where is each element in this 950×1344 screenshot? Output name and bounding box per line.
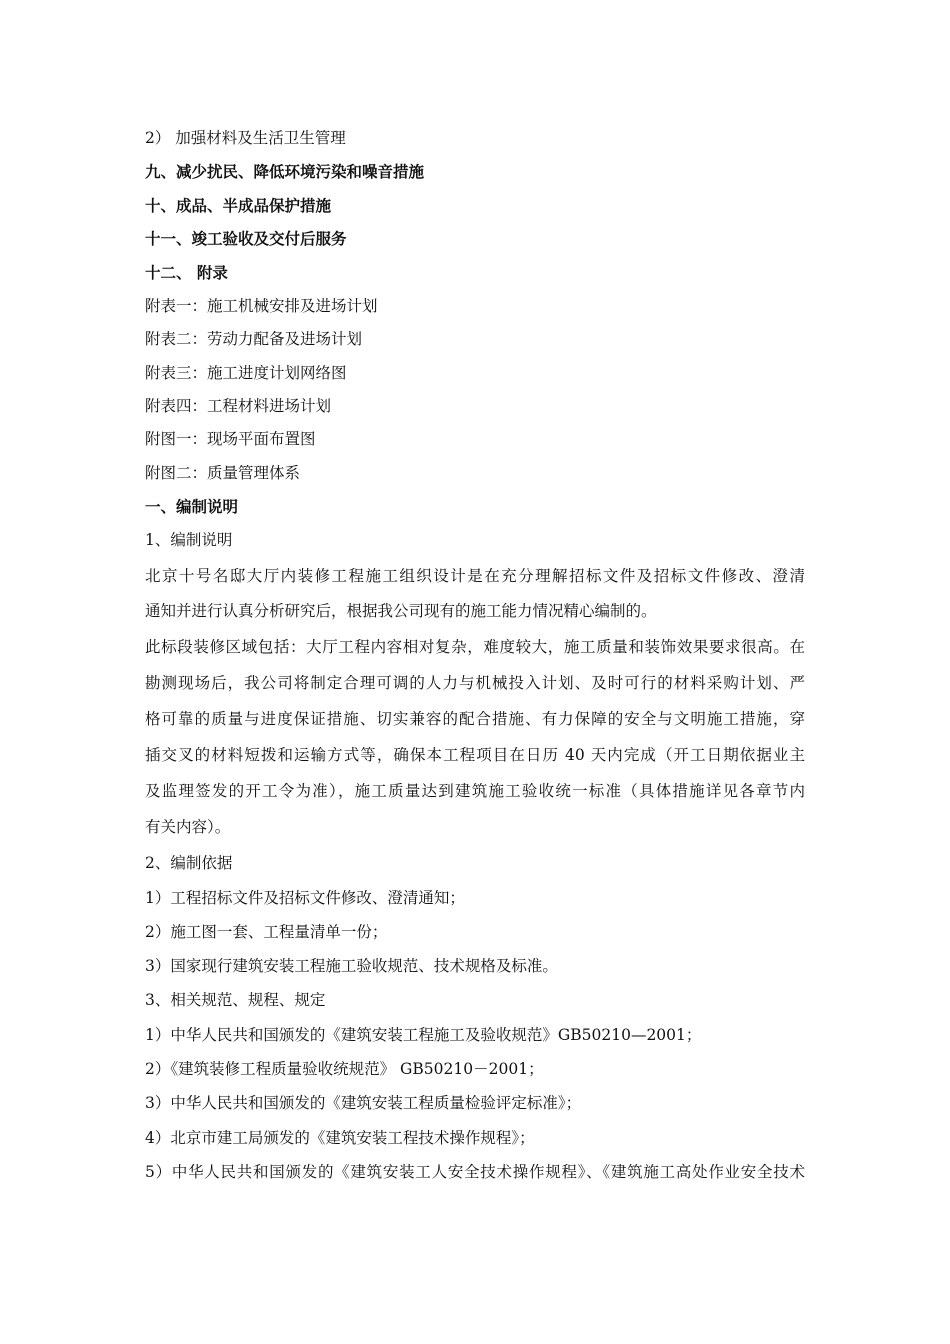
paragraph-line: 插交叉的材料短拨和运输方式等，确保本工程项目在日历 40 天内完成（开工日期依据业主 bbox=[145, 746, 805, 764]
paragraph-line: 勘测现场后，我公司将制定合理可调的人力与机械投入计划、及时可行的材料采购计划、严 bbox=[145, 674, 805, 692]
appendix-item: 附图一：现场平面布置图 bbox=[145, 430, 316, 448]
appendix-item: 附表一：施工机械安排及进场计划 bbox=[145, 297, 378, 315]
paragraph-line: 北京十号名邸大厅内装修工程施工组织设计是在充分理解招标文件及招标文件修改、澄清 bbox=[145, 567, 805, 585]
subsection-heading: 3、相关规范、规程、规定 bbox=[145, 991, 326, 1009]
list-item: 3）国家现行建筑安装工程施工验收规范、技术规格及标准。 bbox=[145, 957, 558, 975]
appendix-item: 附图二：质量管理体系 bbox=[145, 464, 301, 482]
paragraph-line: 此标段装修区域包括：大厅工程内容相对复杂，难度较大，施工质量和装饰效果要求很高。在 bbox=[145, 638, 805, 656]
paragraph-line: 有关内容）。 bbox=[145, 818, 231, 836]
list-item: 3）中华人民共和国颁发的《建筑安装工程质量检验评定标准》； bbox=[145, 1094, 582, 1112]
list-item: 4）北京市建工局颁发的《建筑安装工程技术操作规程》； bbox=[145, 1129, 535, 1147]
section-heading: 十一、竣工验收及交付后服务 bbox=[145, 229, 347, 248]
list-item: 2） 加强材料及生活卫生管理 bbox=[145, 129, 346, 147]
subsection-heading: 2、编制依据 bbox=[145, 854, 233, 872]
section-heading: 十二、 附录 bbox=[145, 263, 228, 282]
section-heading: 一、编制说明 bbox=[145, 497, 239, 516]
subsection-heading: 1、编制说明 bbox=[145, 531, 233, 549]
paragraph-line: 及监理签发的开工令为准），施工质量达到建筑施工验收统一标准（具体措施详见各章节内 bbox=[145, 782, 805, 800]
appendix-item: 附表二：劳动力配备及进场计划 bbox=[145, 330, 363, 348]
section-heading: 九、减少扰民、降低环境污染和噪音措施 bbox=[145, 162, 425, 181]
list-item: 1）工程招标文件及招标文件修改、澄清通知； bbox=[145, 889, 465, 907]
list-item: 2）《建筑装修工程质量验收统规范》 GB50210－2001； bbox=[145, 1060, 544, 1078]
list-item: 2）施工图一套、工程量清单一份； bbox=[145, 923, 388, 941]
appendix-item: 附表四：工程材料进场计划 bbox=[145, 397, 332, 415]
section-heading: 十、成品、半成品保护措施 bbox=[145, 196, 332, 215]
list-item: 5）中华人民共和国颁发的《建筑安装工人安全技术操作规程》、《建筑施工高处作业安全技术 bbox=[145, 1163, 805, 1181]
paragraph-line: 通知并进行认真分析研究后，根据我公司现有的施工能力情况精心编制的。 bbox=[145, 602, 657, 620]
appendix-item: 附表三：施工进度计划网络图 bbox=[145, 364, 347, 382]
list-item: 1）中华人民共和国颁发的《建筑安装工程施工及验收规范》GB50210—2001； bbox=[145, 1026, 702, 1044]
paragraph-line: 格可靠的质量与进度保证措施、切实兼容的配合措施、有力保障的安全与文明施工措施，穿 bbox=[145, 710, 805, 728]
